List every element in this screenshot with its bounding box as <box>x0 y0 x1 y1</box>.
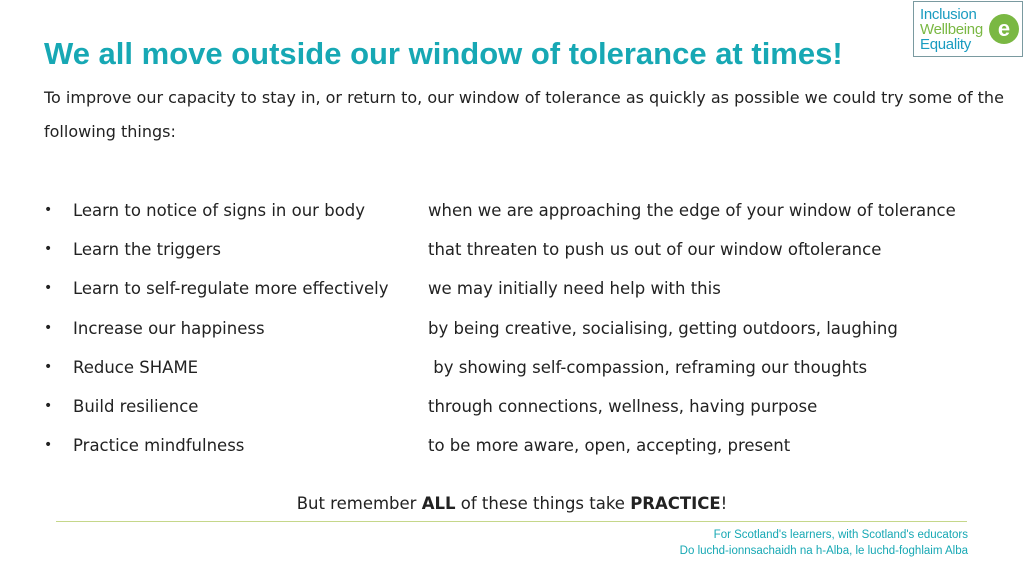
logo-mark-letter: e <box>997 16 1011 41</box>
footer-line-gaelic: Do luchd-ionnsachaidh na h-Alba, le luchd-foghlaim Alba <box>679 545 968 557</box>
logo-word-equality: Equality <box>920 36 971 53</box>
list-item <box>44 309 1004 348</box>
item-detail: to be more aware, open, accepting, present <box>428 436 791 456</box>
list-item <box>44 348 1004 387</box>
logo-word-inclusion: Inclusion <box>920 6 977 23</box>
item-action: Increase our happiness <box>73 318 265 338</box>
item-action: Reduce SHAME <box>73 357 199 377</box>
bullet: • <box>44 358 53 375</box>
remember-emphasis-practice: PRACTICE <box>630 494 721 513</box>
item-action: Build resilience <box>73 396 199 416</box>
bullet: • <box>44 437 53 454</box>
footer-line-english: For Scotland's learners, with Scotland's educators <box>713 529 968 541</box>
remember-note <box>0 489 1024 519</box>
item-action: Practice mindfulness <box>73 436 245 456</box>
list-item <box>44 426 1004 465</box>
remember-emphasis-all: ALL <box>421 494 456 513</box>
logo-word-wellbeing: Wellbeing <box>920 21 983 38</box>
item-action: Learn to self-regulate more effectively <box>73 279 389 299</box>
bullet: • <box>44 241 53 258</box>
item-detail: through connections, wellness, having purpose <box>428 396 818 416</box>
bullet: • <box>44 397 53 414</box>
intro-paragraph: To improve our capacity to stay in, or return to, our window of tolerance as quickly as possible we could try some of the following things: <box>44 88 1004 141</box>
remember-post: ! <box>720 494 728 513</box>
remember-pre: But remember <box>296 494 422 513</box>
bullet: • <box>44 280 53 297</box>
list-item <box>44 269 1004 308</box>
list-item <box>44 387 1004 426</box>
logo-e-icon <box>988 13 1020 45</box>
footer-divider <box>56 521 967 522</box>
strategy-list <box>44 191 1004 465</box>
remember-mid: of these things take <box>455 494 631 513</box>
item-action: Learn the triggers <box>73 240 222 260</box>
item-detail: by showing self-compassion, reframing our thoughts <box>428 357 868 377</box>
list-item <box>44 230 1004 269</box>
inclusion-wellbeing-equality-logo <box>913 1 1023 57</box>
bullet: • <box>44 202 53 218</box>
item-detail: by being creative, socialising, getting outdoors, laughing <box>428 318 898 338</box>
item-detail: when we are approaching the edge of your window of tolerance <box>428 201 956 220</box>
bullet: • <box>44 319 53 336</box>
footer <box>680 527 968 559</box>
list-item <box>44 191 1004 230</box>
page-title: We all move outside our window of tolerance at times! <box>44 36 843 71</box>
item-detail: we may initially need help with this <box>428 279 721 299</box>
item-action: Learn to notice of signs in our body <box>73 201 366 220</box>
item-detail: that threaten to push us out of our window oftolerance <box>428 240 882 260</box>
